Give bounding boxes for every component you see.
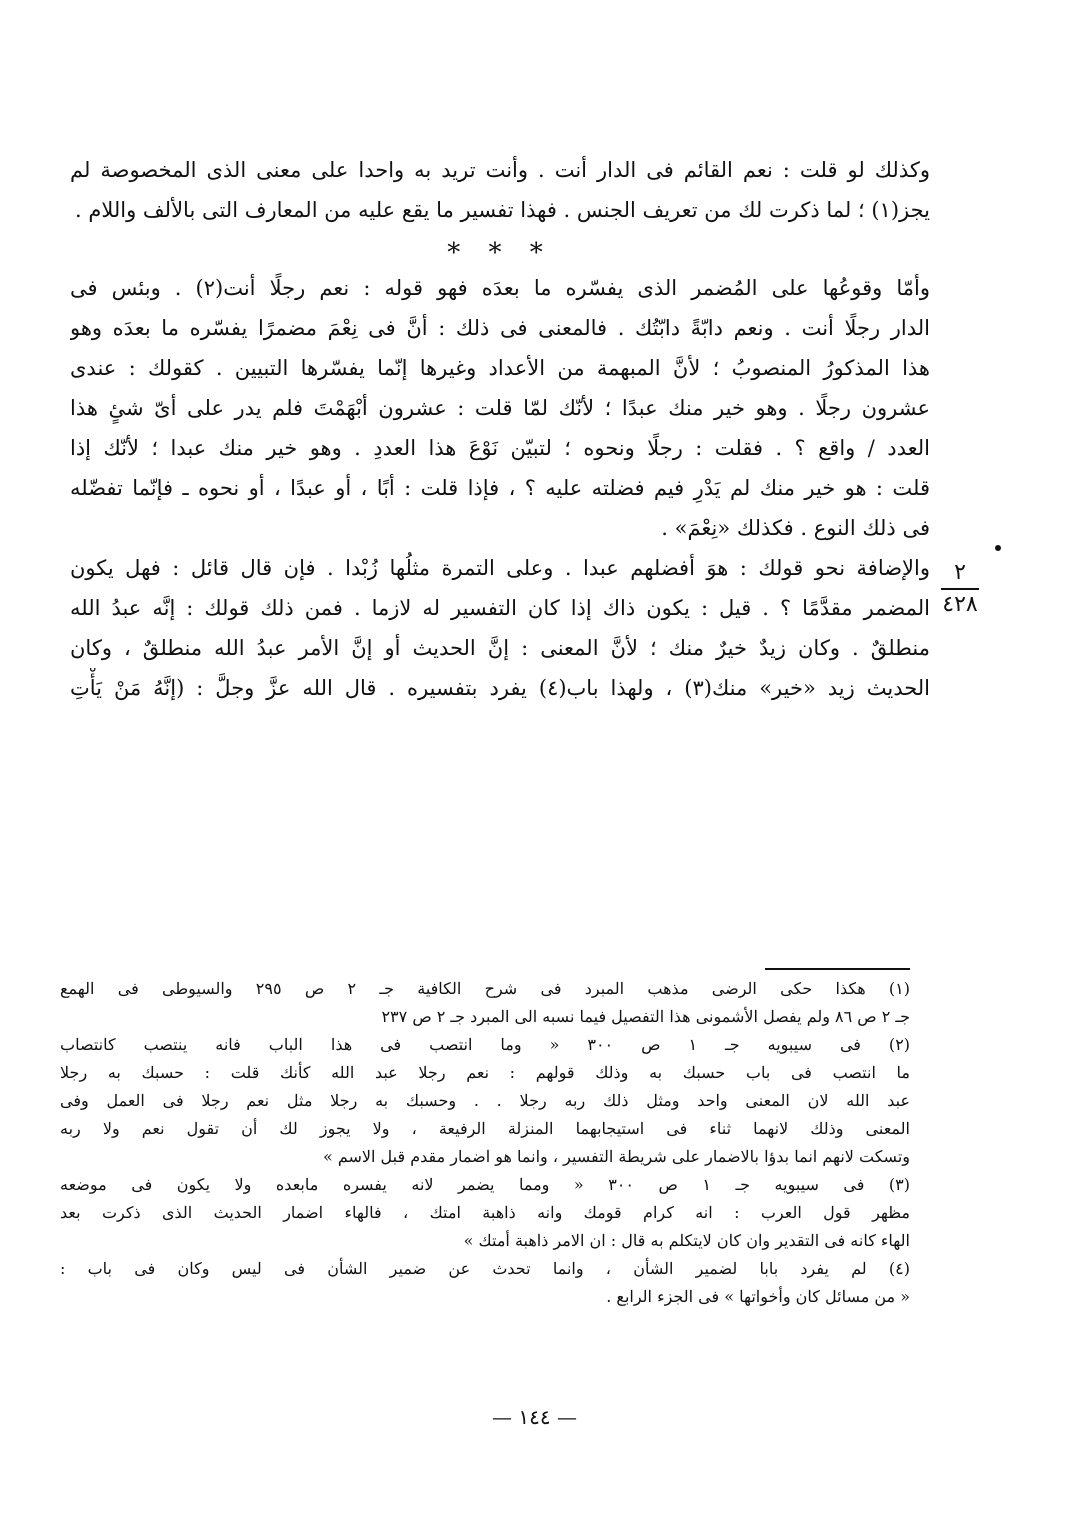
footnote-line: مظهر قول العرب : انه كرام قومك وانه ذاهبة امتك ، فالهاء اضمار الحديث الذى ذكرت بعد: [60, 1203, 910, 1222]
text-line: الدار رجلًا أنت . ونعم دابّةً دابّتُك . فالمعنى فى ذلك : أنَّ فى نِعْمَ مضمرًا يفسّره ما بعدَه وهو: [70, 316, 930, 340]
footnote-line: (٢) فى سيبويه جـ ١ ص ٣٠٠ « وما انتصب فى هذا الباب فانه ينتصب كانتصاب: [60, 1035, 910, 1054]
footnote-line: (٤) لم يفرد بابا لضمير الشأن ، وانما تحدث عن ضمير الشأن فى ليس وكان فى باب :: [60, 1259, 910, 1278]
text-line: والإضافة نحو قولك : هوَ أفضلهم عبدا . وعلى التمرة مثلُها زُبْدا . فإن قال قائل : فهل يكون: [70, 556, 930, 580]
margin-page-number: ٤٢٨: [942, 592, 978, 617]
paragraph-3: [70, 548, 930, 708]
text-line: يجز(١) ؛ لما ذكرت لك من تعريف الجنس . فهذا تفسير ما يقع عليه من المعارف التى بالألف واللام .: [75, 198, 930, 222]
footnotes: [60, 975, 910, 1311]
text-line: الحديث زيد «خير» منك(٣) ، ولهذا باب(٤) يفرد بتفسيره . قال الله عزَّ وجلَّ : (إنَّهُ مَنْ يَأْتِ: [70, 676, 930, 700]
footnote-line: المعنى وذلك لانهما ثناء فى استيجابهما المنزلة الرفيعة ، ولا يجوز لك أن تقول نعم ولا ربه: [60, 1119, 910, 1138]
text-line: وكذلك لو قلت : نعم القائم فى الدار أنت . وأنت تريد به واحدا على معنى الذى المخصوصة لم: [70, 158, 930, 182]
footnote-line: (٣) فى سيبويه جـ ١ ص ٣٠٠ « ومما يضمر لانه يفسره مابعده ولا يكون فى موضعه: [60, 1175, 910, 1194]
text-line: عشرون رجلًا . وهو خير منك عبدًا ؛ لأنّك لمّا قلت : عشرون أبْهَمْتَ فلم يدر على أىّ شئٍ هذا: [70, 396, 930, 420]
main-text: [70, 150, 930, 708]
text-line: قلت : هو خير منك لم يَدْرِ فيم فضلته عليه ؟ ، فإذا قلت : أبًا ، أو عبدًا ، أو نحوه ـ فإنّما تفضّله: [70, 476, 930, 500]
text-line: هذا المذكورُ المنصوبُ ؛ لأنَّ المبهمة من الأعداد وغيرها إنّما يفسّرها التبيين . كقولك : عندى: [70, 356, 930, 380]
text-line: وأمّا وقوعُها على المُضمر الذى يفسّره ما بعدَه فهو قوله : نعم رجلًا أنت(٢) . وبئس فى: [70, 276, 930, 300]
footnote-line: عبد الله لان المعنى واحد ومثل ذلك ربه رجلا . . وحسبك به رجلا مثل نعم رجلا فى العمل وفى: [60, 1091, 910, 1110]
footnote-line: (١) هكذا حكى الرضى مذهب المبرد فى شرح الكافية جـ ٢ ص ٢٩٥ والسيوطى فى الهمع: [60, 979, 910, 998]
text-line: المضمر مقدَّمًا ؟ . قيل : يكون ذاك إذا كان التفسير له لازما . فمن ذلك قولك : إنَّه عبدُ الله: [70, 596, 930, 620]
footnote-line: وتسكت لانهم انما بدؤا بالاضمار على شريطة التفسير ، وانما هو اضمار مقدم قبل الاسم »: [322, 1147, 910, 1166]
text-line: منطلقٌ . وكان زيدٌ خيرٌ منك ؛ لأنَّ المعنى : إنَّ الحديث أو إنَّ الأمر عبدُ الله منطلقٌ ، وكان: [70, 636, 930, 660]
margin-divider: [941, 588, 979, 590]
margin-volume-number: ٢: [954, 560, 966, 585]
paragraph-2: [70, 268, 930, 548]
paragraph-1: [70, 150, 930, 230]
footnote-separator: [765, 968, 910, 970]
text-line: العدد / واقع ؟ . فقلت : رجلًا ونحوه ؛ لتبيّن نَوْعَ هذا العددِ . وهو خير منك عبدا ؛ لأنّك إذا: [70, 436, 930, 460]
footnote-line: « من مسائل كان وأخواتها » فى الجزء الرابع .: [606, 1287, 910, 1306]
footnote-line: الهاء كانه فى التقدير وان كان لايتكلم به قال : ان الامر ذاهبة أمتك »: [463, 1231, 910, 1250]
margin-page-reference: [935, 560, 985, 618]
footnote-line: ما انتصب فى باب حسبك به وذلك قولهم : نعم رجلا عبد الله كأنك قلت : حسبك به رجلا: [60, 1063, 910, 1082]
footnote-line: جـ ٢ ص ٨٦ ولم يفصل الأشمونى هذا التفصيل فيما نسبه الى المبرد جـ ٢ ص ٢٣٧: [381, 1007, 910, 1026]
section-separator: * * *: [447, 238, 553, 268]
margin-dot: [995, 545, 1001, 551]
page-number: — ١٤٤ —: [492, 1405, 577, 1429]
text-line: فى ذلك النوع . فكذلك «نِعْمَ» .: [661, 516, 930, 540]
